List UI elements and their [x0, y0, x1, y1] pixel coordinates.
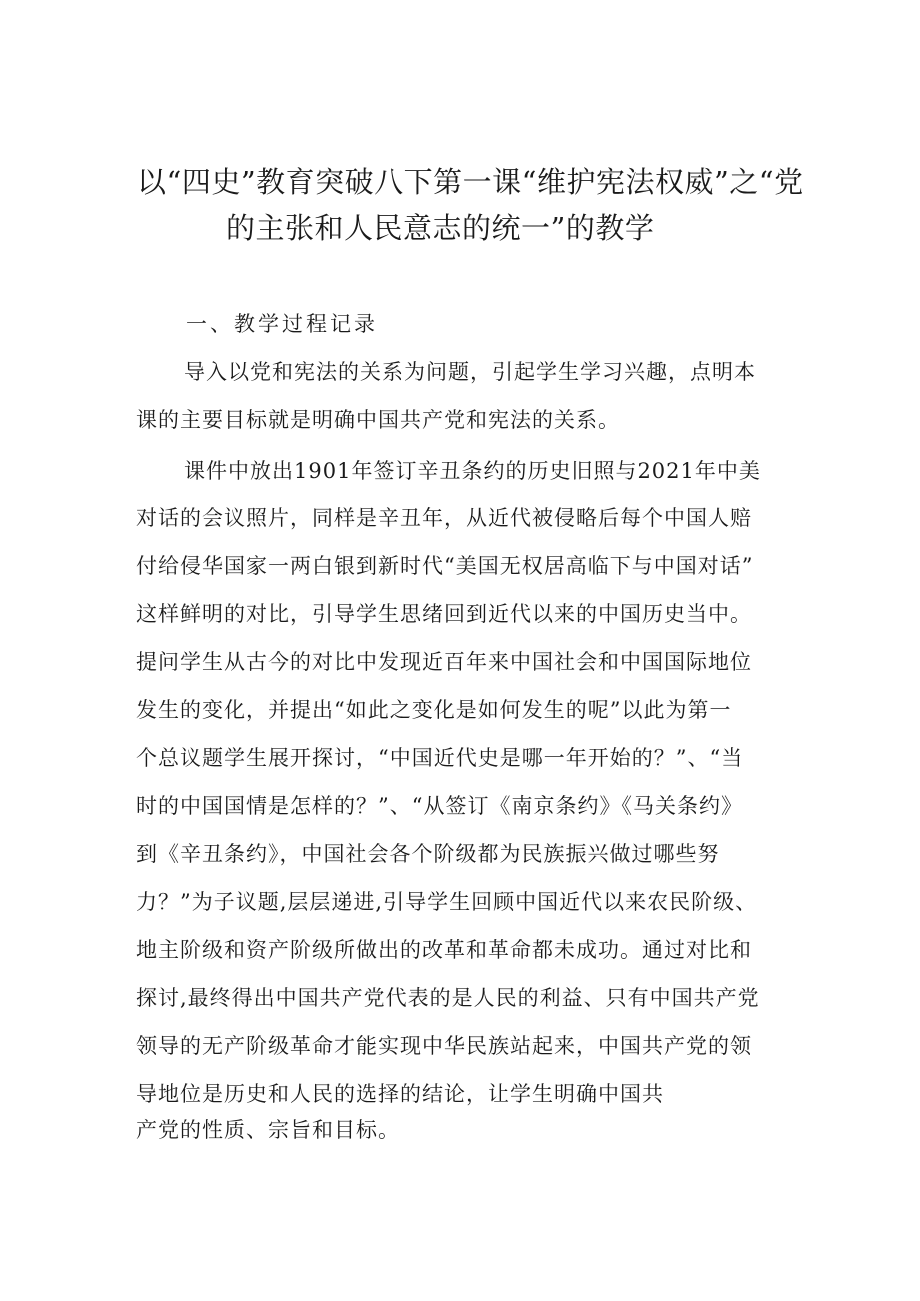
- paragraph-line: 探讨,最终得出中国共产党代表的是人民的利益、只有中国共产党: [136, 986, 760, 1010]
- paragraph-line: 对话的会议照片，同样是辛丑年，从近代被侵略后每个中国人赔: [136, 506, 752, 530]
- paragraph-line: 地主阶级和资产阶级所做出的改革和革命都未成功。通过对比和: [136, 938, 752, 962]
- paragraph-line: 发生的变化，并提出“如此之变化是如何发生的呢”以此为第一: [136, 698, 732, 722]
- document-title-line-2: 的主张和人民意志的统一”的教学: [226, 211, 655, 245]
- paragraph-line: 到《辛丑条约》，中国社会各个阶级都为民族振兴做过哪些努: [136, 842, 720, 866]
- paragraph-line: 领导的无产阶级革命才能实现中华民族站起来，中国共产党的领: [136, 1034, 752, 1058]
- document-title-line-1: 以“四史”教育突破八下第一课“维护宪法权威”之“党: [137, 165, 804, 199]
- paragraph-line: 力？”为子议题,层层递进,引导学生回顾中国近代以来农民阶级、: [136, 890, 758, 914]
- paragraph-line: 导地位是历史和人民的选择的结论，让学生明确中国共: [136, 1082, 664, 1106]
- paragraph-line: 个总议题学生展开探讨，“中国近代史是哪一年开始的？”、“当: [136, 746, 744, 770]
- paragraph-line: 提问学生从古今的对比中发现近百年来中国社会和中国国际地位: [136, 650, 752, 674]
- section-heading: 一、教学过程记录: [186, 312, 378, 336]
- paragraph-line: 时的中国国情是怎样的？”、“从签订《南京条约》《马关条约》: [136, 794, 743, 818]
- paragraph-line: 产党的性质、宗旨和目标。: [136, 1118, 400, 1142]
- paragraph-line: 课件中放出1901年签订辛丑条约的历史旧照与2021年中美: [184, 459, 761, 483]
- paragraph-line: 这样鲜明的对比，引导学生思绪回到近代以来的中国历史当中。: [136, 602, 752, 626]
- paragraph-line: 导入以党和宪法的关系为问题，引起学生学习兴趣，点明本: [184, 360, 756, 384]
- paragraph-line: 课的主要目标就是明确中国共产党和宪法的关系。: [136, 408, 620, 432]
- paragraph-line: 付给侵华国家一两白银到新时代“美国无权居高临下与中国对话”: [136, 554, 754, 578]
